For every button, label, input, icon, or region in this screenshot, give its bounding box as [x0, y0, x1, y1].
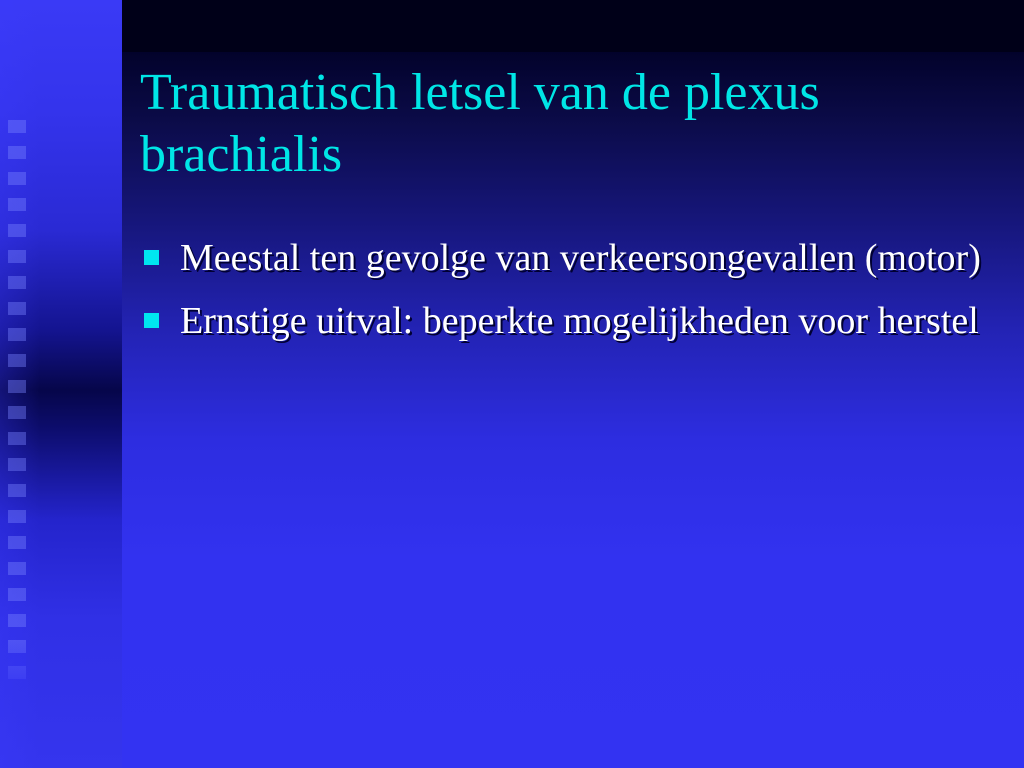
bullet-text: Ernstige uitval: beperkte mogelijkheden voor herstel	[180, 300, 979, 342]
square-bullet-icon	[144, 250, 159, 265]
top-band	[122, 0, 1024, 52]
square-bullet-icon	[144, 313, 159, 328]
bullet-text: Meestal ten gevolge van verkeersongevallen (motor)	[180, 237, 981, 279]
bullet-item	[144, 293, 1004, 350]
bullet-list	[144, 230, 1004, 356]
slide-title: Traumatisch letsel van de plexus brachialis	[140, 64, 820, 183]
square-pattern-fade	[8, 120, 26, 680]
bullet-item	[144, 230, 1004, 287]
left-decorative-strip	[0, 0, 122, 768]
